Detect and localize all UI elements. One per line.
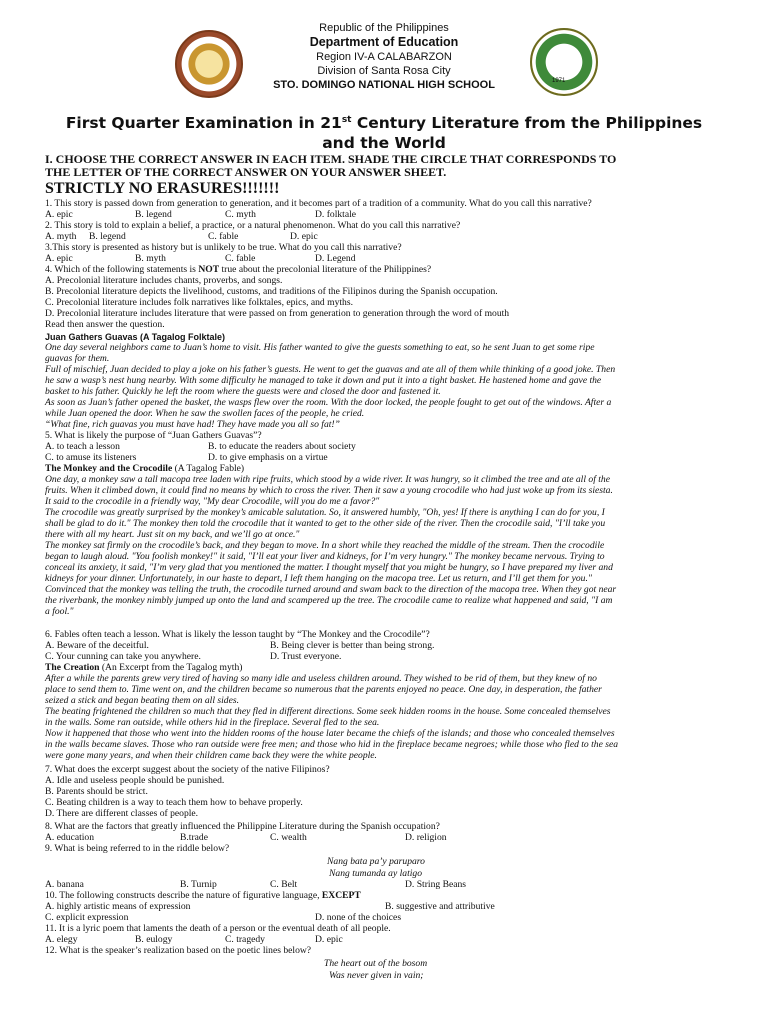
q7-stem: 7. What does the excerpt suggest about the society of the native Filipinos? <box>45 764 330 775</box>
story3-line: in the walls became slaves. Those who ran outside were free men; and those who hid in the fireplace became negroes; while those who fled to the sea <box>45 739 619 750</box>
q1-stem: 1. This story is passed down from generation to generation, and it becomes part of a tradition of a community. What do you call this narrative? <box>45 198 592 209</box>
q3-choice-c: C. fable <box>225 253 256 264</box>
school-seal-year: 1971 <box>552 78 566 84</box>
q9-choice-c: C. Belt <box>270 879 298 890</box>
q6-choice-a: A. Beware of the deceitful. <box>45 640 149 651</box>
q12-poem-line1: The heart out of the bosom <box>324 958 428 969</box>
q7-choice-a: A. Idle and useless people should be punished. <box>45 775 225 786</box>
q1-choice-c: C. myth <box>225 209 256 220</box>
q10-choice-c: C. explicit expression <box>45 912 129 923</box>
story1-title: Juan Gathers Guavas (A Tagalog Folktale) <box>45 332 226 342</box>
q10-choice-d: D. none of the choices <box>315 912 402 923</box>
q10-choice-a: A. highly artistic means of expression <box>45 901 191 912</box>
story2-line: there with all my heart. Just sit on my back, and we’ll go at once." <box>45 529 300 540</box>
q11-stem: 11. It is a lyric poem that laments the death of a person or the eventual death of all people. <box>45 923 391 934</box>
q7-choice-d: D. There are different classes of people. <box>45 808 199 819</box>
q8-choice-c: C. wealth <box>270 832 307 843</box>
story1-line: basket to his father. Quickly he left the room where the guests were and closed the door and fastened it. <box>45 386 441 397</box>
q9-riddle-line2: Nang tumanda ay latigo <box>329 868 423 879</box>
header-division: Division of Santa Rosa City <box>317 65 451 77</box>
story1-line: while Juan opened the door. When he saw the swollen faces of the people, he cried. <box>45 408 365 419</box>
q10-choice-b: B. suggestive and attributive <box>385 901 495 912</box>
q2-choice-a: A. myth <box>45 231 77 242</box>
story2-line: began to laugh aloud. "You foolish monkey!" it said, "I’ll eat your liver and kidneys, for I’m very hungry." The monkey became nervous. Trying to <box>45 551 605 562</box>
story3-line: Now it happened that those who went into the hidden rooms of the house later became the chiefs of the islands; and those who concealed themselves <box>45 728 615 739</box>
story2-line: the riverbank, the monkey nimbly jumped up onto the land and scampered up the tree. The crocodile came to realize what happened and said, "I am <box>45 595 613 606</box>
q7-choice-b: B. Parents should be strict. <box>45 786 148 797</box>
q3-choice-a: A. epic <box>45 253 73 264</box>
read-instruction: Read then answer the question. <box>45 319 165 330</box>
q4-choice-a: A. Precolonial literature includes chants, proverbs, and songs. <box>45 275 283 286</box>
no-erasures-warning: STRICTLY NO ERASURES!!!!!!! <box>45 180 280 197</box>
story3-line: place to send them to. Time went on, and the children became so numerous that the parents enjoyed no peace. One day, in desperation, the father <box>45 684 602 695</box>
q5-stem: 5. What is likely the purpose of “Juan Gathers Guavas”? <box>45 430 262 441</box>
story3-line: seized a stick and began beating them on all sides. <box>45 695 239 706</box>
q6-choice-b: B. Being clever is better than being strong. <box>270 640 435 651</box>
q12-stem: 12. What is the speaker’s realization based on the poetic lines below? <box>45 945 312 956</box>
q9-stem: 9. What is being referred to in the riddle below? <box>45 843 230 854</box>
story2-line: It said to the crocodile in a friendly way, "My dear Crocodile, will you do me a favor?" <box>45 496 380 507</box>
story1-line: As soon as Juan’s father opened the basket, the wasps flew over the room. With the door locked, the people fought to get out of the windows. After a <box>45 397 612 408</box>
header-republic: Republic of the Philippines <box>319 22 449 34</box>
q4-choice-d: D. Precolonial literature includes literature that were passed on from generation to generation through the word of mouth <box>45 308 510 319</box>
q9-choice-a: A. banana <box>45 879 84 890</box>
q10-stem: 10. The following constructs describe the nature of figurative language, EXCEPT <box>45 890 361 901</box>
q1-choice-b: B. legend <box>135 209 172 220</box>
story1-line: “What fine, rich guavas you must have had! They have made you all so fat!” <box>45 419 340 430</box>
story1-line: Full of mischief, Juan decided to play a joke on his father’s guests. He went to get the guavas and ate all of them while thinking of a good joke. Then <box>45 364 616 375</box>
q2-choice-b: B. legend <box>89 231 126 242</box>
q11-choice-b: B. eulogy <box>135 934 173 945</box>
story3-title: The Creation (An Excerpt from the Tagalog myth) <box>45 662 243 673</box>
q8-choice-a: A. education <box>45 832 95 843</box>
q11-choice-d: D. epic <box>315 934 343 945</box>
q8-choice-d: D. religion <box>405 832 447 843</box>
q11-choice-c: C. tragedy <box>225 934 265 945</box>
story2-line: kidneys for your dinner. Unfortunately, in our haste to depart, I left them hanging on the macopa tree. Let us return, and I’ll get them for you." <box>45 573 592 584</box>
story2-line: fruits. When it climbed down, it could find no means by which to cross the river. Then it saw a young crocodile who had just woke up from its siesta. <box>45 485 613 496</box>
q3-stem: 3.This story is presented as history but is unlikely to be true. What do you call this narrative? <box>45 242 402 253</box>
q8-choice-b: B.trade <box>180 832 208 843</box>
q9-choice-b: B. Turnip <box>180 879 217 890</box>
instructions-line1: I. CHOOSE THE CORRECT ANSWER IN EACH ITEM. SHADE THE CIRCLE THAT CORRESPONDS TO <box>45 152 617 166</box>
q9-choice-d: D. String Beans <box>405 879 467 890</box>
q4-choice-c: C. Precolonial literature includes folk narratives like folktales, epics, and myths. <box>45 297 353 308</box>
story2-line: conceal its anxiety, it said, "I’m very glad that you mentioned the matter. I thought myself that you might be hungry, so I have prepared my liver and <box>45 562 613 573</box>
story3-line: After a while the parents grew very tired of having so many idle and useless children around. They wished to be rid of them, but they knew of no <box>45 673 597 684</box>
q12-poem-line2: Was never given in vain; <box>329 970 424 981</box>
q5-choice-b: B. to educate the readers about society <box>208 441 356 452</box>
story2-line: shall be glad to do it." The monkey then told the crocodile that it wanted to get to the other side of the river. Then the crocodile said, "I’ll take you <box>45 518 606 529</box>
story2-line: One day, a monkey saw a tall macopa tree laden with ripe fruits, which stood by a wide river. It was hungry, so it climbed the tree and ate all of the <box>45 474 610 485</box>
story3-line: The beating frightened the children so much that they fled in different directions. Some seek hidden rooms in the house. Some concealed themselves <box>45 706 611 717</box>
header-department: Department of Education <box>309 35 459 49</box>
q8-stem: 8. What are the factors that greatly influenced the Philippine Literature during the Spanish occupation? <box>45 821 440 832</box>
exam-title-line2: and the World <box>322 134 446 152</box>
q3-choice-d: D. Legend <box>315 253 356 264</box>
q1-choice-a: A. epic <box>45 209 73 220</box>
story1-line: One day several neighbors came to Juan’s home to visit. His father wanted to give the guests something to eat, so he sent Juan to get some ripe <box>45 342 595 353</box>
q1-choice-d: D. folktale <box>315 209 357 220</box>
q4-stem: 4. Which of the following statements is NOT true about the precolonial literature of the Philippines? <box>45 264 432 275</box>
story1-line: guavas for them. <box>45 353 110 364</box>
story2-title: The Monkey and the Crocodile (A Tagalog Fable) <box>45 463 245 474</box>
q2-stem: 2. This story is told to explain a belief, a practice, or a natural phenomenon. What do you call this narrative? <box>45 220 461 231</box>
header-region: Region IV-A CALABARZON <box>316 51 452 63</box>
q5-choice-d: D. to give emphasis on a virtue <box>208 452 328 463</box>
story2-line: The monkey sat firmly on the crocodile’s back, and they began to move. In a short while they reached the middle of the stream. Then the crocodile <box>45 540 605 551</box>
q11-choice-a: A. elegy <box>45 934 78 945</box>
q5-choice-a: A. to teach a lesson <box>45 441 120 452</box>
q9-riddle-line1: Nang bata pa’y paruparo <box>327 856 425 867</box>
instructions-line2: THE LETTER OF THE CORRECT ANSWER ON YOUR ANSWER SHEET. <box>45 165 447 179</box>
q7-choice-c: C. Beating children is a way to teach them how to behave properly. <box>45 797 303 808</box>
story3-line: in the walls. Some ran outside, while others hid in the fireplace. Several fled to the sea. <box>45 717 380 728</box>
q6-stem: 6. Fables often teach a lesson. What is likely the lesson taught by “The Monkey and the Crocodile”? <box>45 629 430 640</box>
story2-line: a fool." <box>45 606 74 617</box>
story1-line: he saw a wasp’s nest hung nearby. With some difficulty he managed to take it down and put it into a tight basket. He hastened home and gave the <box>45 375 602 386</box>
story2-line: Convinced that the monkey was telling the truth, the crocodile turned around and swam back to the direction of the macopa tree. When they got near <box>45 584 617 595</box>
q6-choice-c: C. Your cunning can take you anywhere. <box>45 651 201 662</box>
header-school: STO. DOMINGO NATIONAL HIGH SCHOOL <box>273 79 495 91</box>
q3-choice-b: B. myth <box>135 253 166 264</box>
q4-choice-b: B. Precolonial literature depicts the livelihood, customs, and traditions of the Filipinos during the Spanish occupation. <box>45 286 498 297</box>
story2-line: The crocodile was greatly surprised by the monkey’s amicable salutation. So, it answered humbly, "Oh, yes! If there is anything I can do for you, I <box>45 507 605 518</box>
q2-choice-d: D. epic <box>290 231 318 242</box>
q2-choice-c: C. fable <box>208 231 239 242</box>
q6-choice-d: D. Trust everyone. <box>270 651 342 662</box>
q5-choice-c: C. to amuse its listeners <box>45 452 137 463</box>
exam-title: First Quarter Examination in 21st Century Literature from the Philippines <box>65 114 703 132</box>
story3-line: were gone many years, and when their children came back they were the white people. <box>45 750 377 761</box>
